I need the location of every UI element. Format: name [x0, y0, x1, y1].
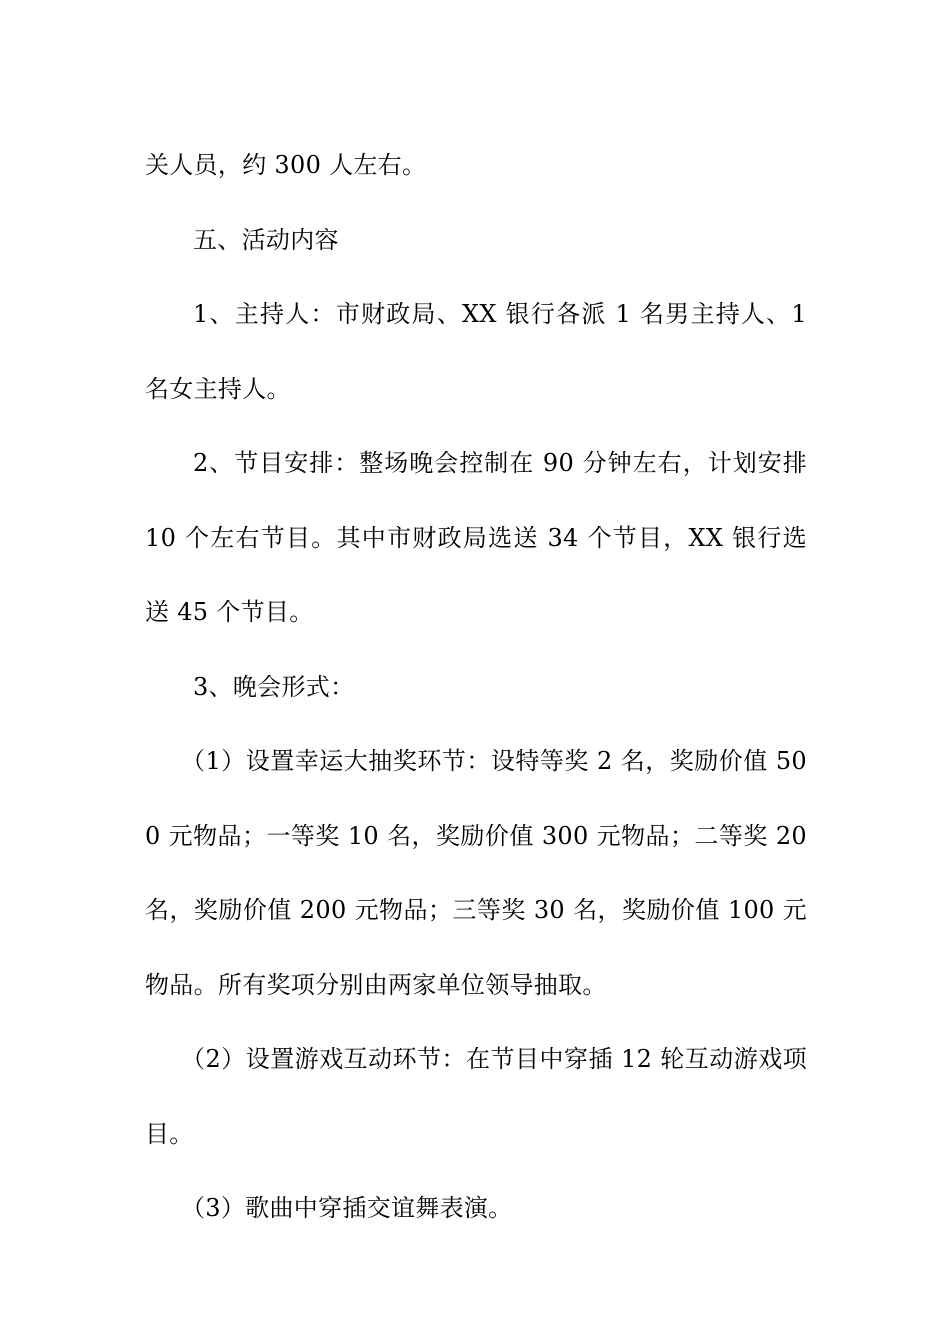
section-heading-activity-content: 五、活动内容	[193, 225, 339, 254]
paragraph-program-arrangement: 2、节目安排：整场晚会控制在 90 分钟左右，计划安排 10 个左右节目。其中市财政局选送 34 个节目，XX 银行选送 45 个节目。	[145, 449, 807, 626]
paragraph-attendees-continued: 关人员，约 300 人左右。	[145, 151, 427, 179]
paragraph-dance-performance: （3）歌曲中穿插交谊舞表演。	[181, 1194, 513, 1222]
document-body	[145, 128, 807, 1246]
paragraph-interactive-games: （2）设置游戏互动环节：在节目中穿插 12 轮互动游戏项目。	[145, 1045, 807, 1148]
paragraph-hosts: 1、主持人：市财政局、XX 银行各派 1 名男主持人、1 名女主持人。	[145, 300, 807, 403]
paragraph-lucky-draw: （1）设置幸运大抽奖环节：设特等奖 2 名，奖励价值 500 元物品；一等奖 10 名，奖励价值 300 元物品；二等奖 20 名，奖励价值 200 元物品；三等奖 30 名，奖励价值 100 元物品。所有奖项分别由两家单位领导抽取。	[145, 747, 807, 999]
paragraph-gala-format: 3、晚会形式：	[193, 672, 355, 701]
